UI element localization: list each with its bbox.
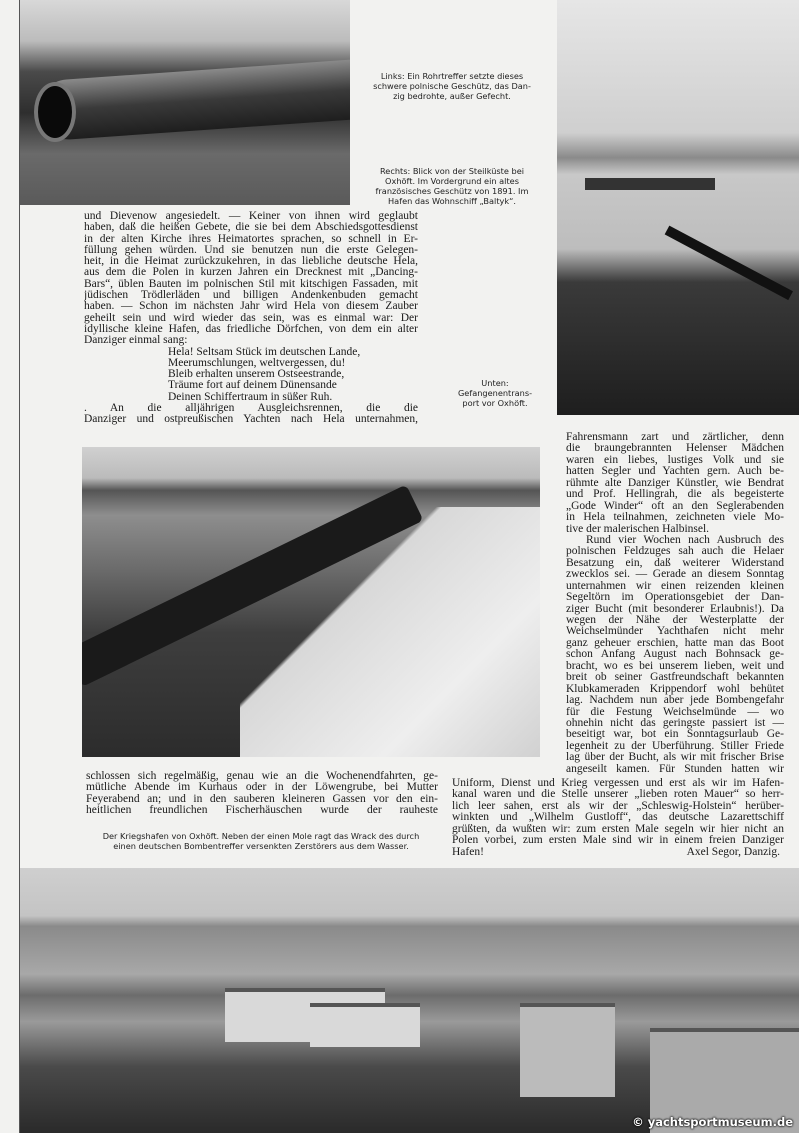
article-left-bottom [86,771,438,816]
caption-line: port vor Oxhöft. [462,398,528,408]
text-line: Hafen! [452,845,484,858]
text-line: Klubkameraden Krippendorf wohl behütet [566,683,784,695]
text-line: heit, in die Heimat zurückzukehren, in das liebliche deutsche Hela, [84,256,418,268]
text-line: Träume fort auf deinem Dünensande [168,380,337,392]
article-right-column [566,432,784,775]
text-line: ohnehin nicht das geringste passiert ist — [566,717,784,729]
text-line: zwecklos sei. — Gerade an diesem Sonntag [566,569,784,581]
text-line: und Dievenow angesiedelt. — Keiner von ihnen wird geglaubt [84,211,418,222]
text-line: Fahrensmann zart und zärtlicher, denn [566,432,784,443]
text-line: haben. — Schon im nächsten Jahr wird Hela von diesem Zauber [84,301,418,313]
text-line: lag über der Bucht, als wir mit frischer Brise [566,752,784,764]
watermark: © yachtsportmuseum.de [632,1115,793,1129]
caption-line: Unten: [481,378,509,388]
text-line: kanal waren und die Stelle unserer „lieben roten Mauer“ so herr- [452,789,784,801]
text-line: die braungebrannten Helenser Mädchen [566,443,784,455]
photo-polish-gun [20,0,350,205]
text-line: beseitigt war, bot ein Sonntagsurlaub Ge- [566,729,784,741]
caption-line: Der Kriegshafen von Oxhöft. Neben der einen Mole ragt das Wrack des durch [102,831,420,841]
text-line: polnischen Feldzuges sah auch die Helaer [566,546,784,558]
photo-war-harbor [20,868,799,1133]
text-line: wegen der Nähe der Westerplatte der [566,615,784,626]
text-line: Segeltörn im Operationsgebiet der Dan- [566,592,784,604]
text-line: mütliche Abende im Kurhaus oder in der Löwengrube, bei Mutter [86,782,438,794]
text-line: lich leer sahen, erst als wir der „Schleswig-Holstein“ herüber- [452,800,784,812]
caption-unten [440,378,550,408]
caption-line: Rechts: Blick von der Steilküste bei [379,166,525,176]
text-line: tive der malerischen Halbinsel. [566,523,710,535]
caption-line: einen deutschen Bombentreffer versenkten Zerstörers aus dem Wasser. [113,841,409,851]
text-line: grüßten, da wußten wir: zum ersten Male segeln wir hier nicht an [452,823,784,835]
photo-prisoner-transport [82,447,540,757]
text-line: bracht, wo es bei unserem lieben, weit und [566,660,784,672]
text-line: jüdischen Trödlerläden und billigen Andenkenbuden gemacht [84,290,418,302]
text-line: „Gode Winder“ oft an den Seglerabenden [566,500,784,512]
text-line: schon Anfang August nach Bohnsack ge- [566,649,784,661]
text-line: Meerumschlungen, weltvergessen, du! [168,357,346,369]
text-line: lag. Nachdem nun aber jede Bombengefahr [566,695,784,707]
text-line: Polen vorbei, zum ersten Male sind wir in einem freien Danziger [452,835,784,847]
text-line: Besatzung ein, daß weiterer Widerstand [566,557,784,569]
caption-kriegshafen [82,831,440,851]
caption-line: französisches Geschütz von 1891. Im [375,186,529,196]
text-line: Bars“, üblen Bauten im polnischen Stil mit kitschigen Fassaden, mit [84,278,418,290]
text-line: Rund vier Wochen nach Ausbruch des [586,534,784,546]
text-line: heitlichen freundlichen Fischerhäuschen wurde der rauheste [86,804,438,816]
text-line: legenheit zu der Überführung. Stiller Friede [566,740,784,752]
text-line: haben, daß die heißen Gebete, die sie bei dem Abschiedsgottesdienst [84,222,418,234]
text-line: für die Festung Weichselmünde — wo [566,706,784,718]
author-signature: Axel Segor, Danzig. [686,845,780,858]
caption-links [362,71,542,101]
text-line: unternahmen wir einen reizenden kleinen [566,580,784,592]
text-line: aus dem die Polen in kurzen Jahren ein Drecknest mit „Dancing- [84,267,418,279]
text-line: Bleib erhalten unserem Ostseestrande, [168,369,345,381]
article-left-top [84,211,418,426]
caption-line: schwere polnische Geschütz, das Dan- [373,81,531,91]
caption-line: Links: Ein Rohrtreffer setzte dieses [380,71,524,81]
text-line: waren ein liebes, lustiges Volk und sie [566,454,784,466]
caption-line: Oxhöft. Im Vordergrund ein altes [385,176,519,186]
caption-line: Hafen das Wohnschiff „Baltyk“. [388,196,516,206]
text-line: und Prof. Hellingrah, die als begeisterte [566,489,784,501]
text-line: in Hela teilnahmen, zeichneten viele Mo- [566,512,784,524]
text-line: breit ob seiner Gastfreundschaft bekannten [566,672,784,684]
text-line: angeseilt kamen. Für Stunden hatten wir [566,763,784,775]
text-line: ziger Bucht (mit besonderer Erlaubnis!). Da [566,603,784,615]
text-line: winkten und „Wilhelm Gustloff“, das deutsche Lazarettschiff [452,812,784,824]
text-line: geheilt sein und wird wieder das sein, was es einmal war: Der [84,312,418,324]
text-line: hatten Segler und Yachten gern. Auch be- [566,466,784,478]
text-line: schlossen sich regelmäßig, genau wie an die Wochenendfahrten, ge- [86,771,438,782]
text-line: in der alten Kirche ihres Heimatortes sprachen, so schnell in Er- [84,233,418,245]
text-line: rühmte alte Danziger Künstler, wie Bendrat [566,477,784,489]
caption-line: Gefangenentrans- [457,388,533,398]
text-line: Feyerabend an; und in den sauberen kleineren Gassen vor den ein- [86,793,438,805]
text-line: Danziger und ostpreußischen Yachten nach Hela unternahmen, [84,414,418,426]
caption-line: zig bedrohte, außer Gefecht. [393,91,511,101]
text-line: Uniform, Dienst und Krieg vergessen und erst als wir im Hafen- [452,778,784,789]
text-line: Danziger einmal sang: [84,335,188,347]
article-right-bottom [452,778,784,858]
text-line: Deinen Schiffertraum in süßer Ruh. [168,391,333,403]
text-line: füllung gehen würden. Und sie benutzen nun die erste Gelegen- [84,244,418,256]
caption-rechts [362,166,542,206]
text-line: . An die alljährigen Ausgleichsrennen, die die [84,403,418,415]
text-line: Weichselmünder Yachthafen nicht mehr [566,626,784,638]
photo-oxhoeft-coast [557,0,799,415]
closing-line [452,847,784,858]
text-line: Hela! Seltsam Stück im deutschen Lande, [168,346,361,358]
text-line: ganz geheuer erschien, hatte man das Boot [566,637,784,649]
text-line: idyllische kleine Hafen, das friedliche Dörfchen, von dem ein alter [84,323,418,335]
